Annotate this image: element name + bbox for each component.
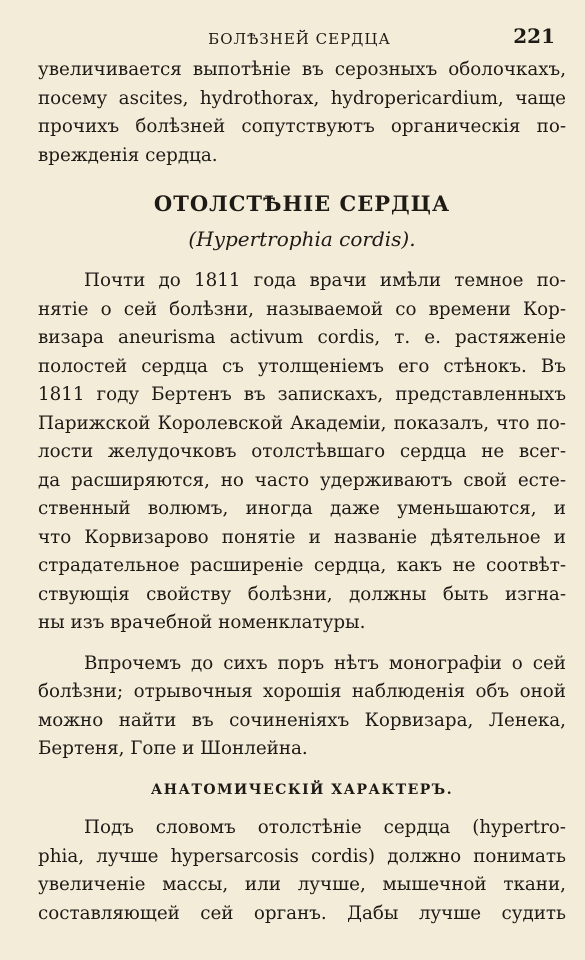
text-line: Впрочемъ до сихъ поръ нѣтъ монографіи о сей [84, 652, 566, 674]
text-line: что Корвизарово понятіе и названіе дѣятельное и [38, 526, 566, 548]
paragraph [38, 814, 566, 928]
text-line: полостей сердца съ утолщеніемъ его стѣнокъ. Въ [38, 355, 566, 377]
text-line: увеличивается выпотѣніе въ серозныхъ оболочкахъ, [38, 59, 566, 80]
text-line: нятіе о сей болѣзни, называемой со времени Кор- [38, 298, 566, 320]
text-line: ственный волюмъ, иногда даже уменьшаются, и [38, 498, 566, 519]
section-title: ОТОЛСТѢНІЕ СЕРДЦА [153, 191, 451, 216]
subsection-title: АНАТОМИЧЕСКІЙ ХАРАКТЕРЪ. [150, 781, 454, 798]
text-line: можно найти въ сочиненіяхъ Корвизара, Ленека, [38, 709, 566, 731]
body-text [38, 56, 566, 928]
text-line: да расширяются, но часто удерживаютъ свой есте- [38, 469, 566, 491]
page-number: 221 [513, 24, 555, 48]
text-line: 1811 году Бертенъ въ запискахъ, представленныхъ [38, 384, 566, 405]
paragraph-continuation [38, 56, 566, 170]
running-head: БОЛѢЗНЕЙ СЕРДЦА [208, 30, 391, 48]
text-line: визара aneurisma activum cordis, т. е. растяженіе [38, 327, 566, 348]
paragraph [38, 650, 566, 764]
text-line: составляющей сей органъ. Дабы лучше судить [38, 902, 566, 924]
text-line: увеличеніе массы, или лучше, мышечной ткани, [38, 874, 566, 895]
text-line: Парижской Королевской Академіи, показалъ, что по- [38, 412, 566, 434]
text-line: Почти до 1811 года врачи имѣли темное по- [84, 270, 566, 291]
text-line: лости желудочковъ отолстѣвшаго сердца не всег- [38, 441, 566, 462]
page-header [38, 24, 561, 50]
text-line: phia, лучше hypersarcosis cordis) должно понимать [38, 845, 566, 867]
paragraph [38, 267, 566, 638]
text-line: посему ascites, hydrothorax, hydropericardium, чаще [38, 87, 566, 109]
text-line: ствующія свойству болѣзни, должны быть изгна- [38, 583, 566, 605]
paragraph-gap [38, 638, 566, 650]
text-line: врежденія сердца. [38, 144, 218, 166]
section-subtitle: (Hypertrophia cordis). [188, 226, 416, 251]
text-line: прочихъ болѣзней сопутствуютъ органическія по- [38, 116, 566, 137]
text-line: Бертеня, Гопе и Шонлейна. [38, 738, 308, 759]
text-line: Подъ словомъ отолстѣніе сердца (hypertro- [84, 817, 566, 838]
text-line: ны изъ врачебной номенклатуры. [38, 612, 366, 633]
text-line: страдательное расширеніе сердца, какъ не соотвѣт- [38, 555, 566, 576]
text-line: болѣзни; отрывочныя хорошія наблюденія объ оной [38, 681, 566, 702]
